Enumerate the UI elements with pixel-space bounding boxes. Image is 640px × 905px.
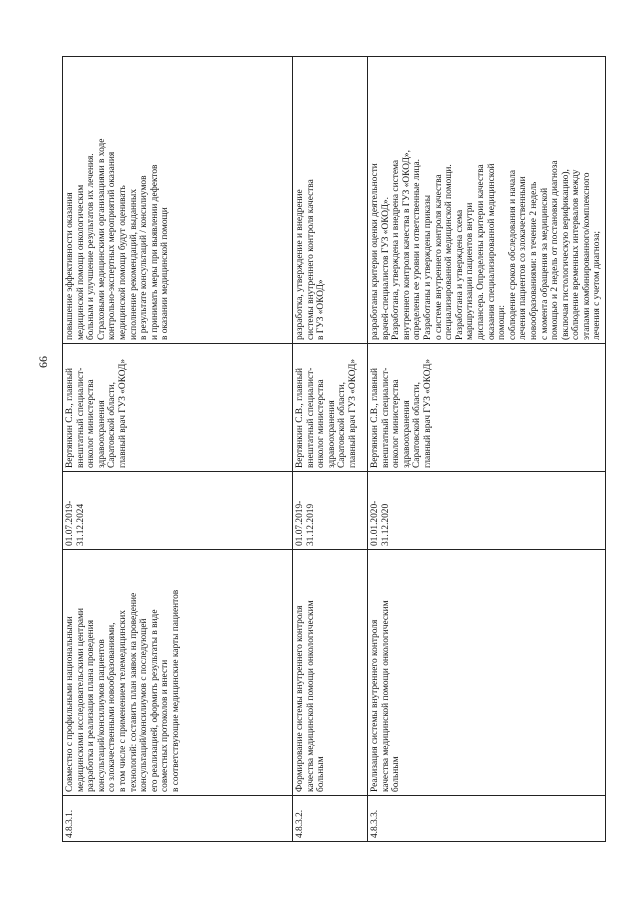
item-number-cell <box>293 796 368 842</box>
responsible-text: Вертянкин С.В., главный внештатный специалист- онколог министерства здравоохранения Саратовской области, главный врач ГУЗ «ОКОД» <box>370 358 433 468</box>
responsible-cell <box>63 344 293 472</box>
result-text: разработка, утверждение и внедрение системы внутреннего контроля качества в ГУЗ «ОКОД» <box>295 179 327 340</box>
result-cell <box>63 57 293 344</box>
responsible-cell <box>368 344 606 472</box>
task-cell <box>293 550 368 796</box>
responsible-text: Вертянкин С.В., главный внештатный специалист- онколог министерства здравоохранения Саратовской области, главный врач ГУЗ «ОКОД» <box>295 358 358 468</box>
item-number: 4.8.3.1. <box>65 809 75 838</box>
dates-cell <box>63 472 293 550</box>
task-text: Реализация системы внутреннего контроля качества медицинской помощи онкологическим больным <box>370 600 402 792</box>
task-text: Формирование системы внутреннего контроля качества медицинской помощи онкологическим больным <box>295 600 327 792</box>
table-row <box>63 57 293 842</box>
page-number: 66 <box>36 356 50 368</box>
responsible-text: Вертянкин С.В., главный внештатный специалист- онколог министерства здравоохранения Саратовской области, главный врач ГУЗ «ОКОД» <box>65 358 128 468</box>
dates-text: 01.07.2019- 31.12.2024 <box>65 500 86 546</box>
rotated-page-content <box>62 57 603 842</box>
task-text: Совместно с профильными национальными медицинскими исследовательскими центрами разработка и реализация плана проведения консультаций/консилиумов пациентов со злокачественными новообразованиями, в том числе с применением телемедицинских технологий: составить план заявок на проведение консультаций/консилиумов с последующей его реализацией, оформить результаты в виде совместных протоколов и внести в соответствующие медицинские карты пациентов <box>65 589 181 792</box>
responsible-cell <box>293 344 368 472</box>
result-cell <box>293 57 368 344</box>
action-plan-table <box>62 56 606 842</box>
table-row <box>368 57 606 842</box>
table-row <box>293 57 368 842</box>
dates-cell <box>368 472 606 550</box>
dates-cell <box>293 472 368 550</box>
dates-text: 01.01.2020- 31.12.2020 <box>370 500 391 546</box>
result-cell <box>368 57 606 344</box>
item-number-cell <box>368 796 606 842</box>
dates-text: 01.07.2019- 31.12.2019 <box>295 500 316 546</box>
item-number: 4.8.3.2. <box>295 809 305 838</box>
result-text: разработаны критерии оценки деятельности врачей-специалистов ГУЗ «ОКОД». Разработана, утверждена и внедрена система внутреннего контроля качества в ГУЗ «ОКОД», определены ее уровни и ответственные лица. Разработаны и утверждены приказы о системе внутреннего контроля качества специализированной медицинской помощи. Разработана и утверждена схема маршрутизации пациентов внутри диспансера. Определены критерии качества оказания специализированной медицинской помощи: соблюдение сроков обследования и начала лечения пациентов со злокачественными новообразованиями: в течение 2 недель с момента обращения за медицинской помощью и 2 недель от постановки диагноза (включая гистологическую верификацию), соблюдение временных интервалов между этапами комбинированного/комплексного лечения с учетом диагноза; <box>370 150 603 340</box>
result-text: повышение эффективности оказания медицинской помощи онкологическим больным и улучшение результатов их лечения. Страховыми медицинскими организациями в ходе контрольно-экспертных мероприятий оказания медицинской помощи будут оценивать исполнение рекомендаций, выданных в результате консультаций / консилиумов и принимать меры при выявлении дефектов в оказании медицинской помощи <box>65 138 171 340</box>
task-cell <box>63 550 293 796</box>
item-number: 4.8.3.3. <box>370 809 380 838</box>
item-number-cell <box>63 796 293 842</box>
task-cell <box>368 550 606 796</box>
